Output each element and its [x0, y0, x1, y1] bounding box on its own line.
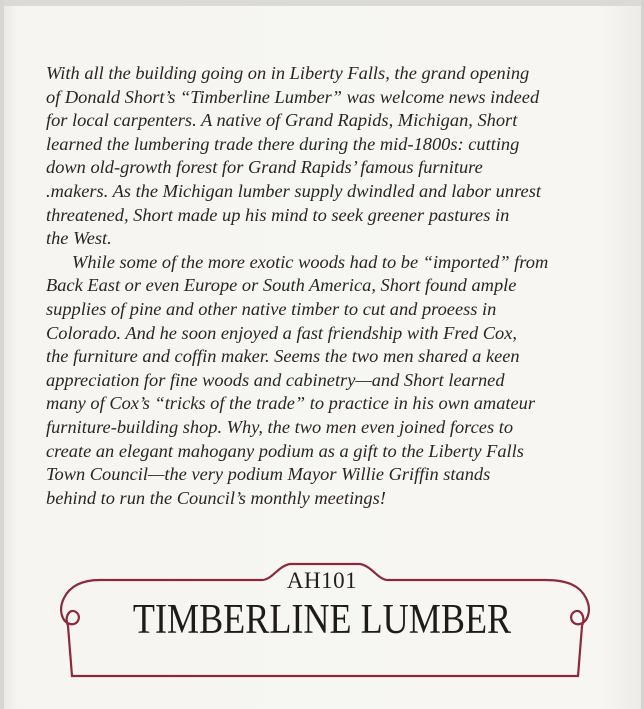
product-title: TIMBERLINE LUMBER — [132, 597, 512, 643]
card-top-edge — [0, 0, 644, 6]
product-code: AH101 — [286, 568, 358, 593]
card-left-edge — [0, 0, 4, 709]
story-paragraph-1: With all the building going on in Liberty Falls, the grand opening of Donald Short’s “Timberline Lumber” was welcome news indeed for local carpenters. A native of Grand Rapids, Michigan, Short learned the lumbering trade there during the mid-1800s: cutting down old-growth forest for Grand Rapids’ famous furniture .makers. As the Michigan lumber supply dwindled and labor unrest threatened, Short made up his mind to seek greener pastures in the West. — [46, 63, 541, 249]
story-text — [46, 62, 606, 510]
story-paragraph-2: While some of the more exotic woods had to be “imported” from Back East or even Europe or South America, Short found ample supplies of pine and other native timber to cut and proeess in Colorado. And he soon enjoyed a fast friendship with Fred Cox, the furniture and coffin maker. Seems the two men shared a keen appreciation for fine woods and cabinetry—and Short learned many of Cox’s “tricks of the trade” to practice in his own amateur furniture-building shop. Why, the two men even joined forces to create an elegant mahogany podium as a gift to the Liberty Falls Town Council—the very podium Mayor Willie Griffin stands behind to run the Council’s monthly meetings! — [46, 251, 549, 508]
